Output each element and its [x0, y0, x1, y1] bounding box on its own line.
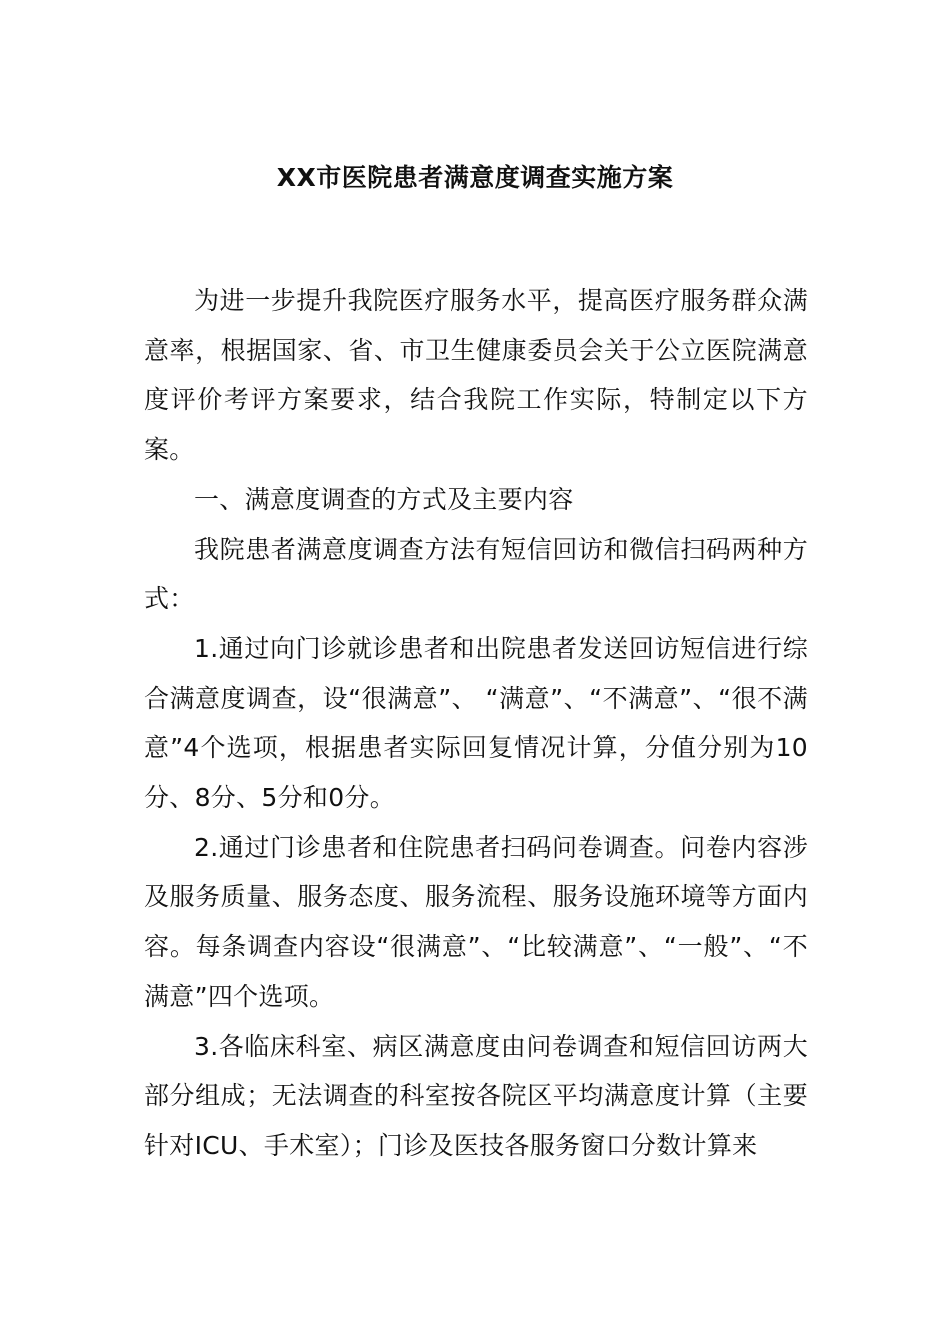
list-item-2: 2.通过门诊患者和住院患者扫码问卷调查。问卷内容涉及服务质量、服务态度、服务流程、服务设施环境等方面内容。每条调查内容设“很满意”、“比较满意”、“一般”、“不满意”四个选项。 [144, 832, 808, 1011]
intro-paragraph: 为进一步提升我院医疗服务水平，提高医疗服务群众满意率，根据国家、省、市卫生健康委员会关于公立医院满意度评价考评方案要求，结合我院工作实际，特制定以下方案。 [144, 286, 808, 465]
document-title: XX市医院患者满意度调查实施方案 [276, 163, 674, 192]
document-body [144, 276, 808, 1171]
survey-methods-paragraph: 我院患者满意度调查方法有短信回访和微信扫码两种方式： [144, 534, 808, 614]
list-item-3: 3.各临床科室、病区满意度由问卷调查和短信回访两大部分组成；无法调查的科室按各院区平均满意度计算（主要针对ICU、手术室）；门诊及医技各服务窗口分数计算来 [144, 1031, 808, 1160]
list-item-1: 1.通过向门诊就诊患者和出院患者发送回访短信进行综合满意度调查，设“很满意”、 “满意”、“不满意”、“很不满意”4个选项，根据患者实际回复情况计算，分值分别为10分、8分、5分和0分。 [144, 633, 808, 813]
section-heading-1: 一、满意度调查的方式及主要内容 [194, 484, 574, 514]
